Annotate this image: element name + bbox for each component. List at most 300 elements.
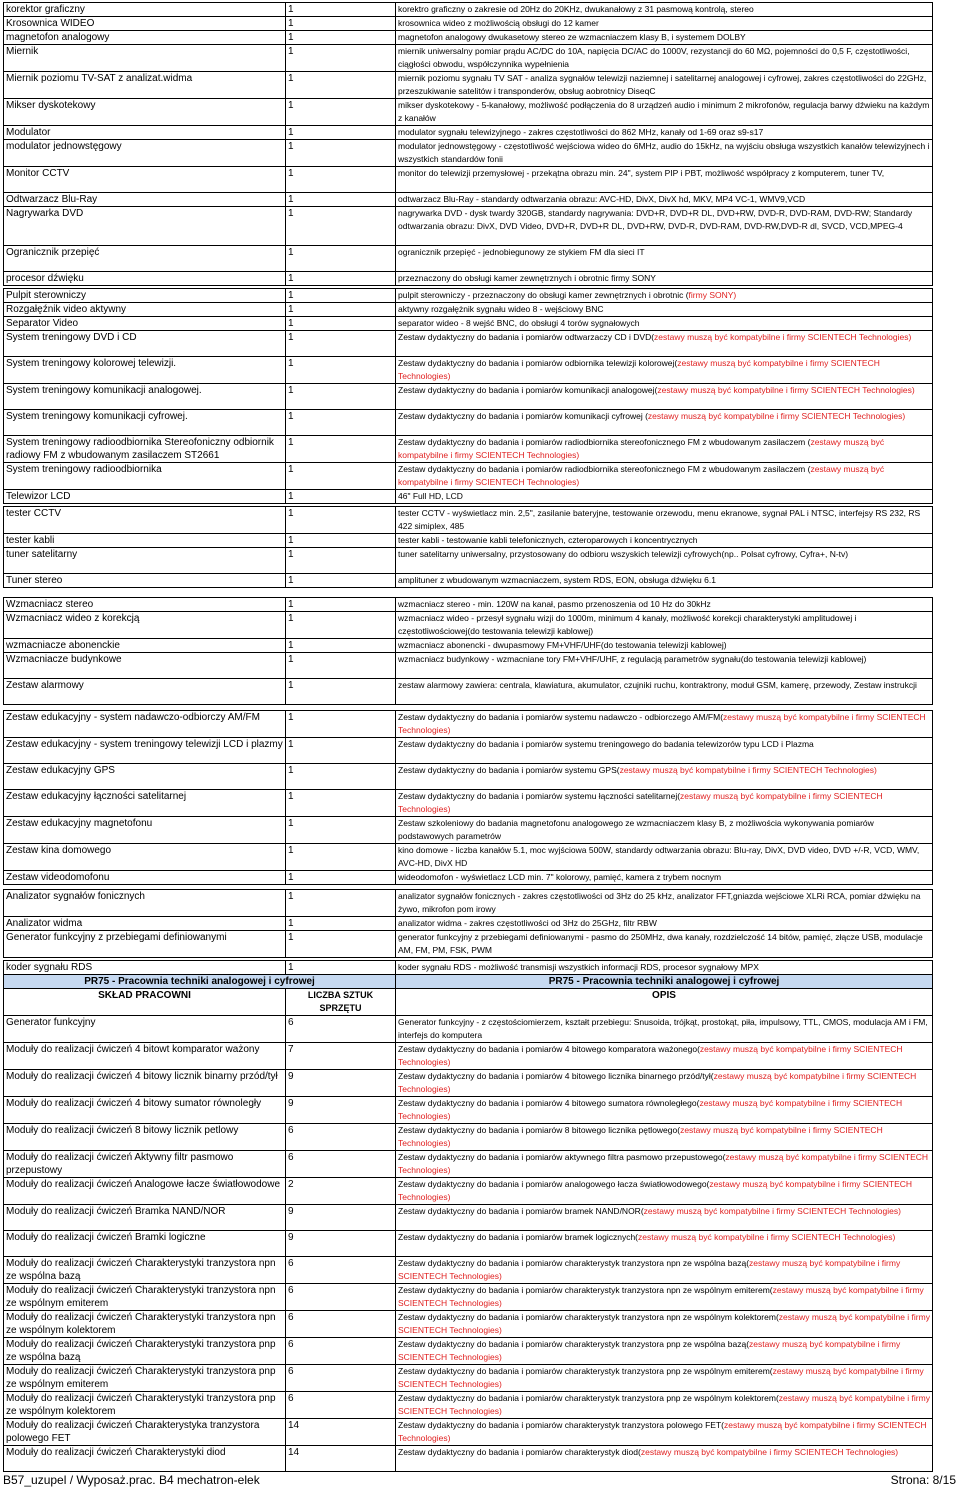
item-quantity: 2 bbox=[286, 1178, 396, 1205]
description-text: monitor do telewizji przemysłowej - przekątna obrazu min. 24", system PIP i PBT, możliwość współpracy z komputerem, tuner TV, bbox=[398, 168, 885, 178]
compatibility-note: zestawy muszą być kompatybilne i firmy SCIENTECH Technologies) bbox=[398, 1098, 903, 1121]
description-text: wzmacniacz stereo - min. 120W na kanał, pasmo przenoszenia od 10 Hz do 30kHz bbox=[398, 599, 711, 609]
table-row bbox=[4, 1178, 933, 1205]
item-name: magnetofon analogowy bbox=[4, 31, 286, 45]
item-quantity: 1 bbox=[286, 548, 396, 574]
item-quantity: 1 bbox=[286, 99, 396, 126]
description-text: miernik uniwersalny pomiar prądu AC/DC do 10A, napięcia DC/AC do 1000V, rezystancji do 60 MΩ, pojemności do 0,5 F, częstotliwości, ciągłości obwodu, współczynnika wypełnienia bbox=[398, 46, 910, 69]
item-name: Nagrywarka DVD bbox=[4, 207, 286, 246]
description-text: amplituner z wbudowanym wzmacniaczem, system RDS, EON, obsługa dźwięku 6.1 bbox=[398, 575, 716, 585]
item-description bbox=[396, 384, 933, 410]
item-description bbox=[396, 99, 933, 126]
item-quantity: 1 bbox=[286, 917, 396, 931]
item-quantity: 6 bbox=[286, 1016, 396, 1043]
compatibility-note: zestawy muszą być kompatybilne i firmy SCIENTECH Technologies) bbox=[647, 411, 906, 421]
item-quantity: 1 bbox=[286, 303, 396, 317]
equipment-table bbox=[3, 2, 933, 1472]
section-header bbox=[4, 975, 933, 1016]
item-description bbox=[396, 3, 933, 17]
table-row bbox=[4, 1419, 933, 1446]
item-quantity: 1 bbox=[286, 871, 396, 885]
compatibility-note: zestawy muszą być kompatybilne i firmy SCIENTECH Technologies) bbox=[398, 1366, 924, 1389]
item-name: Zestaw edukacyjny - system nadawczo-odbiorczy AM/FM bbox=[4, 711, 286, 738]
item-quantity: 1 bbox=[286, 598, 396, 612]
item-name: Moduły do realizacji ćwiczeń Bramki logiczne bbox=[4, 1231, 286, 1257]
description-text: kino domowe - liczba kanałów 5.1, moc wyjściowa 500W, standardy odtwarzania obrazu: Blu-ray, DivX, DVD video, DVD +/-R, VCD, WMV, AVC-HD, DivX HD bbox=[398, 845, 920, 868]
description-text: Zestaw dydaktyczny do badania i pomiarów bramek NAND/NOR( bbox=[398, 1206, 644, 1216]
description-text: ogranicznik przepięć - jednobiegunowy ze stykiem FM dla sieci IT bbox=[398, 247, 645, 257]
item-quantity: 1 bbox=[286, 207, 396, 246]
item-name: korektor graficzny bbox=[4, 3, 286, 17]
item-description bbox=[396, 917, 933, 931]
table-row bbox=[4, 463, 933, 490]
table-row bbox=[4, 639, 933, 653]
item-quantity: 1 bbox=[286, 17, 396, 31]
compatibility-note: zestawy muszą być kompatybilne i firmy SCIENTECH Technologies) bbox=[398, 437, 885, 460]
item-description bbox=[396, 1338, 933, 1365]
description-text: Zestaw dydaktyczny do badania i pomiarów charakterystyk tranzystora npn ze wspólna bazą( bbox=[398, 1258, 750, 1268]
item-quantity: 14 bbox=[286, 1446, 396, 1472]
item-name: Generator funkcyjny bbox=[4, 1016, 286, 1043]
item-name: Moduły do realizacji ćwiczeń Charakterystyki tranzystora pnp ze wspólnym emiterem bbox=[4, 1365, 286, 1392]
item-name: Krosownica WIDEO bbox=[4, 17, 286, 31]
compatibility-note: zestawy muszą być kompatybilne i firmy SCIENTECH Technologies) bbox=[398, 1312, 930, 1335]
table-row bbox=[4, 303, 933, 317]
description-text: odtwarzacz Blu-Ray - standardy odtwarzania obrazu: AVC-HD, DivX, DivX hd, MKV, MP4 VC-1, WMV9,VCD bbox=[398, 194, 806, 204]
compatibility-note: zestawy muszą być kompatybilne i firmy SCIENTECH Technologies) bbox=[398, 358, 880, 381]
description-text: Zestaw dydaktyczny do badania i pomiarów 8 bitowego licznika pętlowego( bbox=[398, 1125, 681, 1135]
table-row bbox=[4, 931, 933, 958]
item-name: Mikser dyskotekowy bbox=[4, 99, 286, 126]
description-text: nagrywarka DVD - dysk twardy 320GB, standardy nagrywania: DVD+R, DVD+R DL, DVD+RW, DVD-R, DVD-RAM, DVD-RW; Standardy odtwarzania obrazu: DivX, DVD Video, DVD+R, DVD+R DL, DVD+RW, DVD-R, DVD-RAM, DVD-RW,DVD-R dl, SVCD, VCD,MPEG-4 bbox=[398, 208, 913, 231]
compatibility-note: zestawy muszą być kompatybilne i firmy SCIENTECH Technologies) bbox=[398, 791, 883, 814]
description-text: Zestaw dydaktyczny do badania i pomiarów charakterystyk tranzystora npn ze wspólnym emiterem( bbox=[398, 1285, 773, 1295]
table-row bbox=[4, 1365, 933, 1392]
item-description bbox=[396, 507, 933, 534]
item-description bbox=[396, 961, 933, 975]
description-text: przeznaczony do obsługi kamer zewnętrznych i obrotnic firmy SONY bbox=[398, 273, 656, 283]
item-quantity: 6 bbox=[286, 1257, 396, 1284]
item-quantity: 1 bbox=[286, 410, 396, 436]
item-quantity: 9 bbox=[286, 1070, 396, 1097]
item-quantity: 1 bbox=[286, 844, 396, 871]
equipment-sheet bbox=[3, 2, 932, 1472]
item-quantity: 1 bbox=[286, 612, 396, 639]
item-name: Moduły do realizacji ćwiczeń 4 bitowt komparator ważony bbox=[4, 1043, 286, 1070]
item-description bbox=[396, 711, 933, 738]
description-text: 46" Full HD, LCD bbox=[398, 491, 463, 501]
item-name: Analizator widma bbox=[4, 917, 286, 931]
item-name: Moduły do realizacji ćwiczeń Charakterystyki tranzystora npn ze wspólnym kolektorem bbox=[4, 1311, 286, 1338]
item-quantity: 1 bbox=[286, 653, 396, 679]
description-text: analizator sygnałów fonicznych - zakres częstotliwości od 3Hz do 25 kHz, analizator FFT,gniazda wejściowe XLRi RCA, pomiar dźwięku na żywo, mikrofon pom irowy bbox=[398, 891, 921, 914]
item-quantity: 1 bbox=[286, 246, 396, 272]
spacer-row bbox=[4, 588, 933, 598]
description-text: separator wideo - 8 wejść BNC, do obsługi 4 torów sygnałowych bbox=[398, 318, 640, 328]
item-name: Moduły do realizacji ćwiczeń Charakterystyki tranzystora pnp ze wspólnym kolektorem bbox=[4, 1392, 286, 1419]
description-text: Zestaw dydaktyczny do badania i pomiarów systemu GPS( bbox=[398, 765, 620, 775]
table-row bbox=[4, 548, 933, 574]
table-row bbox=[4, 1205, 933, 1231]
item-quantity: 1 bbox=[286, 193, 396, 207]
item-name: System treningowy kolorowej telewizji. bbox=[4, 357, 286, 384]
item-description bbox=[396, 1043, 933, 1070]
table-row bbox=[4, 45, 933, 72]
item-quantity: 1 bbox=[286, 890, 396, 917]
item-name: System treningowy komunikacji analogowej. bbox=[4, 384, 286, 410]
compatibility-note: zestawy muszą być kompatybilne i firmy SCIENTECH Technologies) bbox=[398, 712, 926, 735]
table-row bbox=[4, 917, 933, 931]
compatibility-note: zestawy muszą być kompatybilne i firmy SCIENTECH Technologies) bbox=[657, 385, 915, 395]
item-name: Tuner stereo bbox=[4, 574, 286, 588]
item-quantity: 1 bbox=[286, 534, 396, 548]
description-text: pulpit sterowniczy - przeznaczony do obsługi kamer zewnętrznych i obrotnic ( bbox=[398, 290, 689, 300]
description-text: Zestaw dydaktyczny do badania i pomiarów bramek logicznych( bbox=[398, 1232, 639, 1242]
item-quantity: 1 bbox=[286, 817, 396, 844]
item-description bbox=[396, 653, 933, 679]
item-name: modulator jednowstęgowy bbox=[4, 140, 286, 167]
table-row bbox=[4, 844, 933, 871]
item-name: Wzmacniacz stereo bbox=[4, 598, 286, 612]
table-row bbox=[4, 612, 933, 639]
description-text: Zestaw dydaktyczny do badania i pomiarów charakterystyk tranzystora npn ze wspólnym kolektorem( bbox=[398, 1312, 779, 1322]
item-quantity: 1 bbox=[286, 31, 396, 45]
item-description bbox=[396, 598, 933, 612]
item-name: Moduły do realizacji ćwiczeń 4 bitowy licznik binarny przód/tył bbox=[4, 1070, 286, 1097]
item-description bbox=[396, 45, 933, 72]
table-row bbox=[4, 490, 933, 504]
description-text: Zestaw dydaktyczny do badania i pomiarów 4 bitowego sumatora równoległego( bbox=[398, 1098, 700, 1108]
description-text: Generator funkcyjny - z częstościomierzem, kształt przebiegu: Snusoida, trójkąt, prostokąt, piła, impulsowy, TTL, CMOS, modulacja AM i FM, interfejs do komputera bbox=[398, 1017, 928, 1040]
item-name: Analizator sygnałów fonicznych bbox=[4, 890, 286, 917]
table-row bbox=[4, 1016, 933, 1043]
item-name: Moduły do realizacji ćwiczeń 4 bitowy sumator równoległy bbox=[4, 1097, 286, 1124]
table-row bbox=[4, 272, 933, 286]
table-row bbox=[4, 207, 933, 246]
compatibility-note: zestawy muszą być kompatybilne i firmy SCIENTECH Technologies) bbox=[398, 1420, 927, 1443]
item-name: Telewizor LCD bbox=[4, 490, 286, 504]
compatibility-note: zestawy muszą być kompatybilne i firmy SCIENTECH Technologies) bbox=[398, 1258, 901, 1281]
item-quantity: 1 bbox=[286, 574, 396, 588]
item-quantity: 1 bbox=[286, 126, 396, 140]
description-text: Zestaw dydaktyczny do badania i pomiarów systemu łączności satelitarnej( bbox=[398, 791, 681, 801]
item-quantity: 9 bbox=[286, 1097, 396, 1124]
item-name: Modulator bbox=[4, 126, 286, 140]
column-header-quantity: LICZBA SZTUK SPRZĘTU bbox=[286, 989, 396, 1016]
description-text: Zestaw dydaktyczny do badania i pomiarów charakterystyk tranzystora pnp ze wspólna bazą( bbox=[398, 1339, 750, 1349]
item-quantity: 1 bbox=[286, 72, 396, 99]
table-row bbox=[4, 1151, 933, 1178]
item-description bbox=[396, 289, 933, 303]
description-text: Zestaw dydaktyczny do badania i pomiarów systemu treningowego do badania telewizorów typu LCD i Plazma bbox=[398, 739, 814, 749]
table-row bbox=[4, 1446, 933, 1472]
item-description bbox=[396, 639, 933, 653]
description-text: Zestaw dydaktyczny do badania i pomiarów odtwarzaczy CD i DVD( bbox=[398, 332, 655, 342]
compatibility-note: zestawy muszą być kompatybilne i firmy SCIENTECH Technologies) bbox=[643, 1206, 901, 1216]
description-text: Zestaw dydaktyczny do badania i pomiarów 4 bitowego licznika binarnego przód/tył( bbox=[398, 1071, 714, 1081]
description-text: korektro graficzny o zakresie od 20Hz do 20KHz, dwukanałowy z 31 pasmową kontrolą, stereo bbox=[398, 4, 754, 14]
table-row bbox=[4, 17, 933, 31]
item-name: Moduły do realizacji ćwiczeń Bramka NAND/NOR bbox=[4, 1205, 286, 1231]
item-name: tester CCTV bbox=[4, 507, 286, 534]
description-text: Zestaw dydaktyczny do badania i pomiarów odbiornika telewizji kolorowej( bbox=[398, 358, 678, 368]
item-name: Zestaw alarmowy bbox=[4, 679, 286, 705]
item-name: tuner satelitarny bbox=[4, 548, 286, 574]
item-name: Moduły do realizacji ćwiczeń Charakterystyki tranzystora npn ze wspólnym emiterem bbox=[4, 1284, 286, 1311]
item-description bbox=[396, 72, 933, 99]
description-text: tester kabli - testowanie kabli telefonicznych, czteroparowych i koncentrycznych bbox=[398, 535, 698, 545]
table-row bbox=[4, 871, 933, 885]
item-description bbox=[396, 1446, 933, 1472]
item-quantity: 1 bbox=[286, 272, 396, 286]
item-name: Zestaw edukacyjny magnetofonu bbox=[4, 817, 286, 844]
item-description bbox=[396, 1365, 933, 1392]
table-row bbox=[4, 1338, 933, 1365]
item-quantity: 1 bbox=[286, 639, 396, 653]
item-description bbox=[396, 331, 933, 357]
item-name: koder sygnału RDS bbox=[4, 961, 286, 975]
compatibility-note: zestawy muszą być kompatybilne i firmy SCIENTECH Technologies) bbox=[398, 1179, 913, 1202]
table-row bbox=[4, 679, 933, 705]
table-row bbox=[4, 1257, 933, 1284]
description-text: modulator sygnału telewizyjnego - zakres częstotliwości do 862 MHz, kanały od 1-69 oraz s9-s17 bbox=[398, 127, 764, 137]
item-quantity: 1 bbox=[286, 167, 396, 193]
description-text: Zestaw szkoleniowy do badania magnetofonu analogowego ze wzmacniaczem klasy B, z możliwościa wykonywania pomiarów podstawowych parametrów bbox=[398, 818, 874, 841]
item-name: procesor dźwięku bbox=[4, 272, 286, 286]
item-quantity: 1 bbox=[286, 45, 396, 72]
item-name: Ogranicznik przepięć bbox=[4, 246, 286, 272]
compatibility-note: zestawy muszą być kompatybilne i firmy SCIENTECH Technologies) bbox=[638, 1232, 896, 1242]
description-text: Zestaw dydaktyczny do badania i pomiarów komunikacji cyfrowej ( bbox=[398, 411, 648, 421]
item-quantity: 1 bbox=[286, 463, 396, 490]
description-text: miernik poziomu sygnału TV SAT - analiza sygnałów telewizji naziemnej i satelitarnej analogowej i cyfrowej, zakres częstotliwości do 22GHz, przeszukiwanie satelitów i transponderów, obsług aobrotnicy DiseqC bbox=[398, 73, 927, 96]
item-description bbox=[396, 738, 933, 764]
item-quantity: 1 bbox=[286, 679, 396, 705]
item-name: Odtwarzacz Blu-Ray bbox=[4, 193, 286, 207]
table-row bbox=[4, 598, 933, 612]
item-description bbox=[396, 817, 933, 844]
section-title-row bbox=[4, 975, 933, 989]
item-description bbox=[396, 357, 933, 384]
item-name: Zestaw edukacyjny GPS bbox=[4, 764, 286, 790]
description-text: Zestaw dydaktyczny do badania i pomiarów komunikacji analogowej( bbox=[398, 385, 658, 395]
item-name: Miernik bbox=[4, 45, 286, 72]
compatibility-note: zestawy muszą być kompatybilne i firmy SCIENTECH Technologies) bbox=[398, 1285, 924, 1308]
item-name: Zestaw videodomofonu bbox=[4, 871, 286, 885]
table-row bbox=[4, 507, 933, 534]
item-quantity: 1 bbox=[286, 3, 396, 17]
item-name: System treningowy komunikacji cyfrowej. bbox=[4, 410, 286, 436]
equipment-rows-part2 bbox=[4, 1016, 933, 1472]
item-quantity: 6 bbox=[286, 1311, 396, 1338]
item-quantity: 1 bbox=[286, 790, 396, 817]
item-name: Moduły do realizacji ćwiczeń Analogowe łacze światłowodowe bbox=[4, 1178, 286, 1205]
item-name: Zestaw kina domowego bbox=[4, 844, 286, 871]
item-name: Separator Video bbox=[4, 317, 286, 331]
description-text: wideodomofon - wyświetlacz LCD min. 7" kolorowy, pamięć, kamera z trybem nocnym bbox=[398, 872, 722, 882]
item-description bbox=[396, 764, 933, 790]
table-row bbox=[4, 1231, 933, 1257]
compatibility-note: zestawy muszą być kompatybilne i firmy SCIENTECH Technologies) bbox=[619, 765, 877, 775]
table-row bbox=[4, 1284, 933, 1311]
section-title-right: PR75 - Pracownia techniki analogowej i cyfrowej bbox=[396, 975, 933, 989]
item-quantity: 1 bbox=[286, 931, 396, 958]
item-description bbox=[396, 679, 933, 705]
item-quantity: 1 bbox=[286, 331, 396, 357]
table-row bbox=[4, 1311, 933, 1338]
item-description bbox=[396, 574, 933, 588]
table-row bbox=[4, 31, 933, 45]
item-quantity: 9 bbox=[286, 1231, 396, 1257]
item-quantity: 6 bbox=[286, 1338, 396, 1365]
item-description bbox=[396, 1392, 933, 1419]
item-quantity: 1 bbox=[286, 490, 396, 504]
item-name: System treningowy radioodbiornika bbox=[4, 463, 286, 490]
item-quantity: 1 bbox=[286, 357, 396, 384]
column-header-row bbox=[4, 989, 933, 1016]
item-quantity: 1 bbox=[286, 961, 396, 975]
table-row bbox=[4, 1392, 933, 1419]
item-name: Rozgałęźnik video aktywny bbox=[4, 303, 286, 317]
footer-document-name: B57_uzupel / Wyposaż.prac. B4 mechatron-elek bbox=[3, 1473, 260, 1487]
item-quantity: 7 bbox=[286, 1043, 396, 1070]
description-text: Zestaw dydaktyczny do badania i pomiarów charakterystyk tranzystora polowego FET( bbox=[398, 1420, 724, 1430]
compatibility-note: zestawy muszą być kompatybilne i firmy SCIENTECH Technologies) bbox=[398, 1339, 901, 1362]
item-description bbox=[396, 246, 933, 272]
compatibility-note: zestawy muszą być kompatybilne i firmy SCIENTECH Technologies) bbox=[640, 1447, 899, 1457]
item-description bbox=[396, 317, 933, 331]
description-text: Zestaw dydaktyczny do badania i pomiarów systemu nadawczo - odbiorczego AM/FM( bbox=[398, 712, 724, 722]
description-text: Zestaw dydaktyczny do badania i pomiarów charakterystyk tranzystora pnp ze wspólnym kolektorem( bbox=[398, 1393, 779, 1403]
item-quantity: 1 bbox=[286, 140, 396, 167]
table-row bbox=[4, 890, 933, 917]
item-quantity: 14 bbox=[286, 1419, 396, 1446]
item-description bbox=[396, 548, 933, 574]
table-row bbox=[4, 193, 933, 207]
item-description bbox=[396, 140, 933, 167]
compatibility-note: zestawy muszą być kompatybilne i firmy SCIENTECH Technologies) bbox=[398, 1044, 903, 1067]
item-quantity: 6 bbox=[286, 1365, 396, 1392]
table-row bbox=[4, 574, 933, 588]
table-row bbox=[4, 1097, 933, 1124]
description-text: magnetofon analogowy dwukasetowy stereo ze wzmacniaczem klasy B, i systemem DOLBY bbox=[398, 32, 746, 42]
item-description bbox=[396, 31, 933, 45]
description-text: wzmacniacz wideo - przesył sygnału wizji do 1000m, minimum 4 kanały, możliwość korekcji charakterystyki amplitudowej i częstotliwościowej(do testowania telewizji kablowej) bbox=[398, 613, 857, 636]
item-name: Monitor CCTV bbox=[4, 167, 286, 193]
description-text: Zestaw dydaktyczny do badania i pomiarów radiodbiornika stereofonicznego FM z wbudowanym zasilaczem ( bbox=[398, 464, 811, 474]
description-text: tuner satelitarny uniwersalny, przystosowany do odbioru wszyskich telewizji cyfrowych(np.. Polsat cyfrowy, Cyfra+, N-tv) bbox=[398, 549, 849, 559]
table-row bbox=[4, 764, 933, 790]
table-row bbox=[4, 384, 933, 410]
table-row bbox=[4, 99, 933, 126]
description-text: modulator jednowstęgowy - częstotliwość wejściowa wideo do 6MHz, audio do 15kHz, na wyjściu obsługa wszystkich kanałów telewizyjnech i wszystkich standardów fonii bbox=[398, 141, 930, 164]
page-footer bbox=[0, 1473, 960, 1489]
item-quantity: 1 bbox=[286, 317, 396, 331]
column-header-composition: SKŁAD PRACOWNI bbox=[4, 989, 286, 1016]
description-text: tester CCTV - wyświetlacz min. 2,5", zasilanie bateryjne, testowanie orzewodu, menu ekranowe, sygnał PAL i NTSC, interfejsy RS 232, RS 422 simiplex, 485 bbox=[398, 508, 921, 531]
item-quantity: 6 bbox=[286, 1151, 396, 1178]
item-quantity: 1 bbox=[286, 738, 396, 764]
table-row bbox=[4, 167, 933, 193]
item-description bbox=[396, 931, 933, 958]
item-name: Zestaw edukacyjny łączności satelitarnej bbox=[4, 790, 286, 817]
item-description bbox=[396, 790, 933, 817]
item-description bbox=[396, 436, 933, 463]
compatibility-note: zestawy muszą być kompatybilne i firmy SCIENTECH Technologies) bbox=[398, 1393, 930, 1416]
item-name: tester kabli bbox=[4, 534, 286, 548]
description-text: wzmacniacz budynkowy - wzmacniane tory FM+VHF/UHF, z regulacją parametrów sygnału(do testowania telewizji kablowej) bbox=[398, 654, 867, 664]
item-description bbox=[396, 1205, 933, 1231]
table-row bbox=[4, 1043, 933, 1070]
item-description bbox=[396, 410, 933, 436]
table-row bbox=[4, 3, 933, 17]
item-quantity: 6 bbox=[286, 1124, 396, 1151]
table-row bbox=[4, 534, 933, 548]
item-description bbox=[396, 463, 933, 490]
table-row bbox=[4, 817, 933, 844]
item-description bbox=[396, 193, 933, 207]
table-row bbox=[4, 289, 933, 303]
compatibility-note: zestawy muszą być kompatybilne i firmy SCIENTECH Technologies) bbox=[654, 332, 912, 342]
item-quantity: 1 bbox=[286, 764, 396, 790]
item-name: Wzmacniacz wideo z korekcją bbox=[4, 612, 286, 639]
item-name: Moduły do realizacji ćwiczeń Charakterystyka tranzystora polowego FET bbox=[4, 1419, 286, 1446]
description-text: analizator widma - zakres częstotliwości od 3Hz do 25GHz, filtr RBW bbox=[398, 918, 657, 928]
table-row bbox=[4, 317, 933, 331]
table-row bbox=[4, 653, 933, 679]
item-name: Wzmacniacze budynkowe bbox=[4, 653, 286, 679]
item-description bbox=[396, 1257, 933, 1284]
item-description bbox=[396, 1231, 933, 1257]
item-quantity: 1 bbox=[286, 384, 396, 410]
item-description bbox=[396, 126, 933, 140]
item-description bbox=[396, 1070, 933, 1097]
description-text: Zestaw dydaktyczny do badania i pomiarów aktywnego filtra pasmowo przepustowego( bbox=[398, 1152, 726, 1162]
table-row bbox=[4, 357, 933, 384]
item-quantity: 1 bbox=[286, 289, 396, 303]
table-row bbox=[4, 436, 933, 463]
compatibility-note: firmy SONY) bbox=[688, 290, 737, 300]
table-row bbox=[4, 1124, 933, 1151]
description-text: krosownica wideo z możliwością obsługi do 12 kamer bbox=[398, 18, 599, 28]
item-quantity: 9 bbox=[286, 1205, 396, 1231]
compatibility-note: zestawy muszą być kompatybilne i firmy SCIENTECH Technologies) bbox=[398, 1071, 917, 1094]
item-description bbox=[396, 1311, 933, 1338]
description-text: koder sygnału RDS - możliwość transmisji wszystkich informacji RDS, procesor sygnałowy MPX bbox=[398, 962, 759, 972]
item-name: System treningowy radioodbiornika Stereofoniczny odbiornik radiowy FM z wbudowanym zasilaczem ST2661 bbox=[4, 436, 286, 463]
table-row bbox=[4, 72, 933, 99]
item-quantity: 1 bbox=[286, 711, 396, 738]
compatibility-note: zestawy muszą być kompatybilne i firmy SCIENTECH Technologies) bbox=[398, 464, 885, 487]
compatibility-note: zestawy muszą być kompatybilne i firmy SCIENTECH Technologies) bbox=[398, 1152, 929, 1175]
equipment-rows-part1 bbox=[4, 3, 933, 975]
item-description bbox=[396, 1151, 933, 1178]
section-title-left: PR75 - Pracownia techniki analogowej i cyfrowej bbox=[4, 975, 396, 989]
table-row bbox=[4, 961, 933, 975]
item-description bbox=[396, 871, 933, 885]
description-text: Zestaw dydaktyczny do badania i pomiarów charakterystyk tranzystora pnp ze wspólnym emiterem( bbox=[398, 1366, 773, 1376]
item-name: Generator funkcyjny z przebiegami definiowanymi bbox=[4, 931, 286, 958]
item-description bbox=[396, 1124, 933, 1151]
item-description bbox=[396, 167, 933, 193]
item-description bbox=[396, 17, 933, 31]
item-description bbox=[396, 207, 933, 246]
item-name: Pulpit sterowniczy bbox=[4, 289, 286, 303]
item-name: wzmacniacze abonenckie bbox=[4, 639, 286, 653]
item-description bbox=[396, 534, 933, 548]
description-text: Zestaw dydaktyczny do badania i pomiarów radiodbiornika stereofonicznego FM z wbudowanym zasilaczem ( bbox=[398, 437, 811, 447]
item-description bbox=[396, 1284, 933, 1311]
